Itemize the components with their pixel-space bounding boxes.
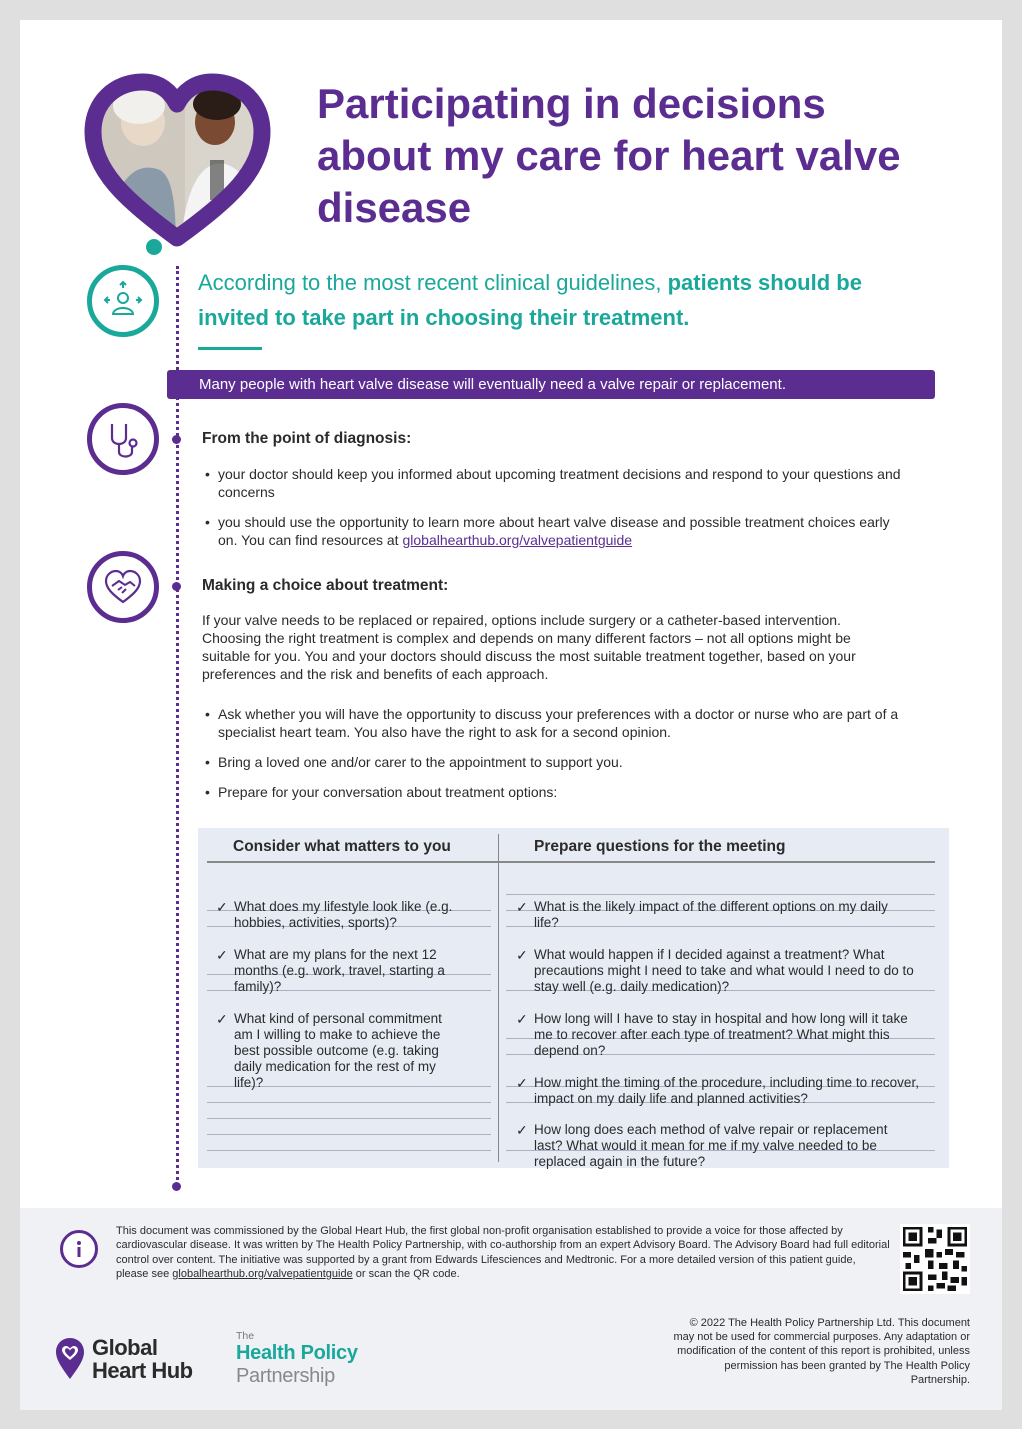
intro-text-bold: patients should be invited to take part in choosing their treatment. (198, 270, 862, 330)
treatment-paragraph: If your valve needs to be replaced or repaired, options include surgery or a catheter-based intervention. Choosing the right treatment is complex and depends on many different factors – not all options might be suitable for you. You and your doctors should discuss the most suitable treatment together, based on your preferences and the risk and benefits of each approach. (202, 612, 856, 682)
timeline-dot (172, 582, 181, 591)
footer-info: This document was commissioned by the Global Heart Hub, the first global non-profit organisation established to provide a voice for those affected by cardiovascular disease. It was written by The Health Policy Partnership, with co-authorship from an expert Advisory Board. The Advisory Board had full editorial control over content. The initiative was supported by a grant from Edwards Lifesciences and Medtronic. For a more detailed version of this patient guide, please see globalhearthub.org/valvepatientguide or scan the QR code. (116, 1225, 890, 1280)
heart-pin-logo (54, 1336, 86, 1380)
qr-code[interactable] (900, 1224, 970, 1294)
diagnosis-bullet: • you should use the opportunity to learn more about heart valve disease and possible treatment choices early on. You can find resources at globalhearthub.org/valvepatientguide (205, 514, 890, 548)
timeline-dotted-line (176, 266, 179, 1186)
treatment-bullet: • Ask whether you will have the opportunity to discuss your preferences with a doctor or nurse who are part of a specialist heart team. You also have the right to ask for a second opinion. (205, 706, 899, 740)
column-header-questions: Prepare questions for the meeting (534, 838, 786, 855)
footer-guide-link[interactable]: globalhearthub.org/valvepatientguide (172, 1267, 353, 1280)
diagnosis-bullet: • your doctor should keep you informed about upcoming treatment decisions and respond to your questions and concerns (205, 466, 901, 500)
column-divider (498, 834, 499, 1162)
question-item: ✓ What is the likely impact of the different options on my daily life? (516, 899, 888, 930)
intro-divider (198, 347, 262, 350)
heart-photo-frame (65, 60, 295, 260)
column-header-matters: Consider what matters to you (233, 838, 451, 855)
info-icon (60, 1230, 98, 1268)
page-title: Participating in decisions about my care for heart valve disease (317, 80, 901, 231)
matters-item: ✓ What kind of personal commitment am I willing to make to achieve the best possible outcome (e.g. taking daily medication for the rest of my life)? (216, 1011, 442, 1090)
timeline-dot (172, 1182, 181, 1191)
page (20, 20, 1002, 1410)
stethoscope-icon (87, 403, 159, 475)
intro-text: According to the most recent clinical guidelines, (198, 270, 668, 295)
banner: Many people with heart valve disease will eventually need a valve repair or replacement. (167, 370, 935, 399)
question-item: ✓ How long does each method of valve repair or replacement last? What would it mean for me if my valve needed to be replaced again in the future? (516, 1122, 888, 1169)
guide-link[interactable]: globalhearthub.org/valvepatientguide (402, 532, 633, 548)
timeline-dot (172, 435, 181, 444)
copyright-notice: © 2022 The Health Policy Partnership Ltd. This document may not be used for commercial purposes. Any adaptation or modification of the content of this report is prohibited, unless permission has been granted by The Health Policy Partnership. (673, 1317, 970, 1386)
header-rule (207, 861, 935, 863)
matters-item: ✓ What are my plans for the next 12 months (e.g. work, travel, starting a family)? (216, 947, 445, 994)
question-item: ✓ How long will I have to stay in hospital and how long will it take me to recover after each type of treatment? What might this depend on? (516, 1011, 908, 1058)
handshake-heart-icon (87, 551, 159, 623)
question-item: ✓ How might the timing of the procedure, including time to recover, impact on my daily life and planned activities? (516, 1075, 919, 1106)
people-network-icon (87, 265, 159, 337)
question-item: ✓ What would happen if I decided against a treatment? What precautions might I need to take and what would I need to do to stay well (e.g. daily medication)? (516, 947, 914, 994)
treatment-bullet: • Prepare for your conversation about treatment options: (205, 784, 558, 800)
treatment-heading: Making a choice about treatment: (202, 577, 449, 594)
global-heart-hub-logo[interactable]: Global Heart Hub (54, 1336, 214, 1386)
diagnosis-heading: From the point of diagnosis: (202, 430, 412, 447)
treatment-bullet: • Bring a loved one and/or carer to the appointment to support you. (205, 754, 623, 770)
intro-statement (198, 265, 918, 335)
health-policy-partnership-logo[interactable]: The Health Policy Partnership (236, 1330, 358, 1387)
matters-item: ✓ What does my lifestyle look like (e.g. hobbies, activities, sports)? (216, 899, 453, 930)
footer (20, 1208, 1002, 1410)
checklist-table (198, 828, 949, 1168)
